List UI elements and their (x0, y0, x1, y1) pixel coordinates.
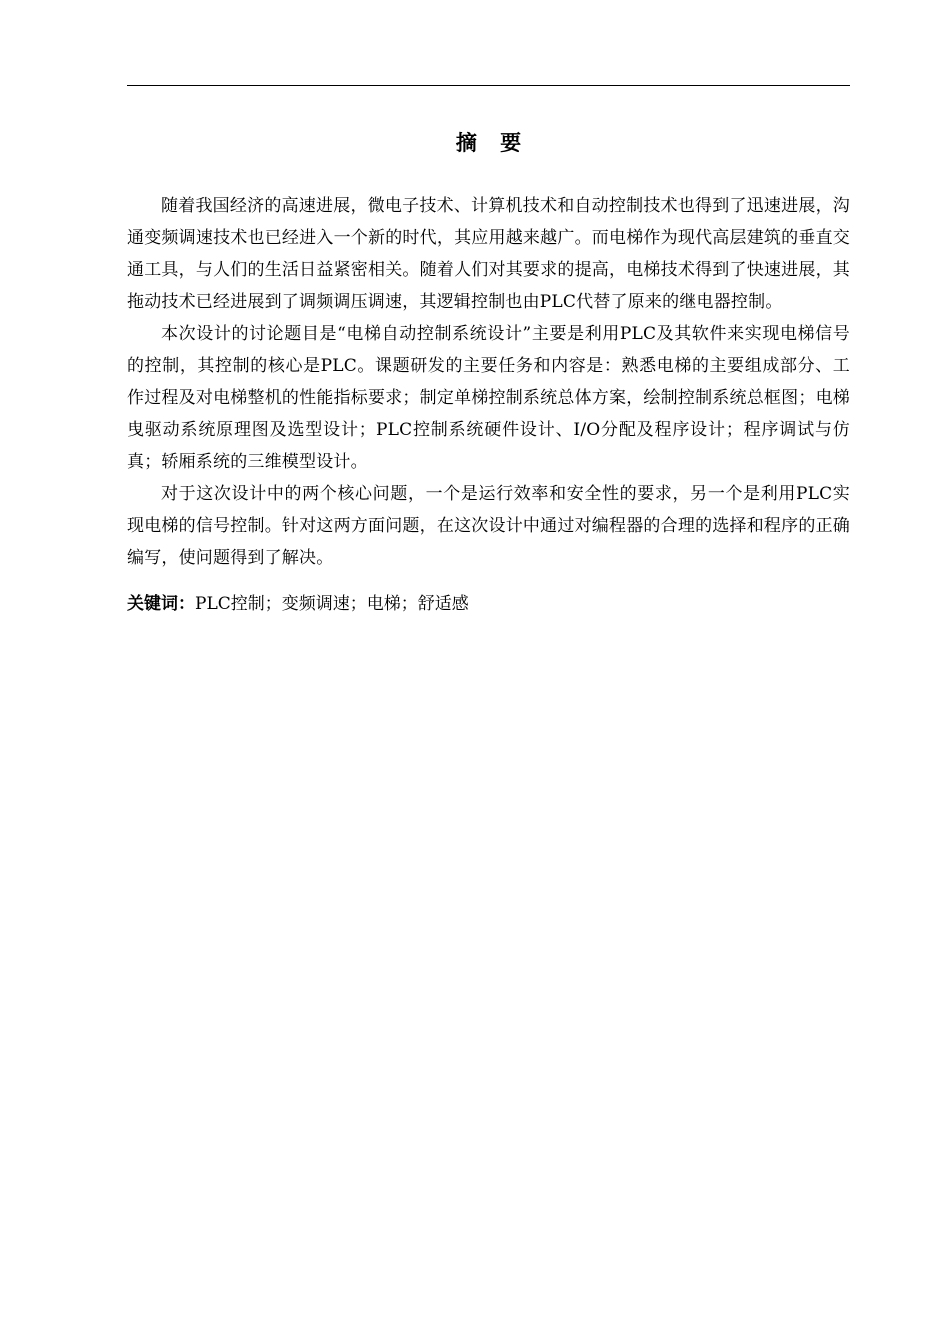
keywords-label: 关键词： (127, 594, 195, 614)
abstract-paragraph-2: 本次设计的讨论题目是“电梯自动控制系统设计”主要是利用PLC及其软件来实现电梯信号的控制，其控制的核心是PLC。课题研发的主要任务和内容是：熟悉电梯的主要组成部分、工作过程及对电梯整机的性能指标要求；制定单梯控制系统总体方案，绘制控制系统总框图；电梯曳驱动系统原理图及选型设计；PLC控制系统硬件设计、I/O分配及程序设计；程序调试与仿真；轿厢系统的三维模型设计。 (127, 324, 850, 472)
abstract-paragraph-3: 对于这次设计中的两个核心问题，一个是运行效率和安全性的要求，另一个是利用PLC实现电梯的信号控制。针对这两方面问题，在这次设计中通过对编程器的合理的选择和程序的正确编写，使问题得到了解决。 (127, 484, 850, 568)
abstract-paragraph-1: 随着我国经济的高速进展，微电子技术、计算机技术和自动控制技术也得到了迅速进展，沟通变频调速技术也已经进入一个新的时代，其应用越来越广。而电梯作为现代高层建筑的垂直交通工具，与人们的生活日益紧密相关。随着人们对其要求的提高，电梯技术得到了快速进展，其拖动技术已经进展到了调频调压调速，其逻辑控制也由PLC代替了原来的继电器控制。 (127, 196, 850, 312)
abstract-title: 摘 要 (455, 131, 530, 155)
keywords-value: PLC控制；变频调速；电梯；舒适感 (195, 594, 469, 614)
abstract-body (127, 190, 850, 620)
keywords-line (127, 588, 850, 620)
header-rule (127, 85, 850, 86)
